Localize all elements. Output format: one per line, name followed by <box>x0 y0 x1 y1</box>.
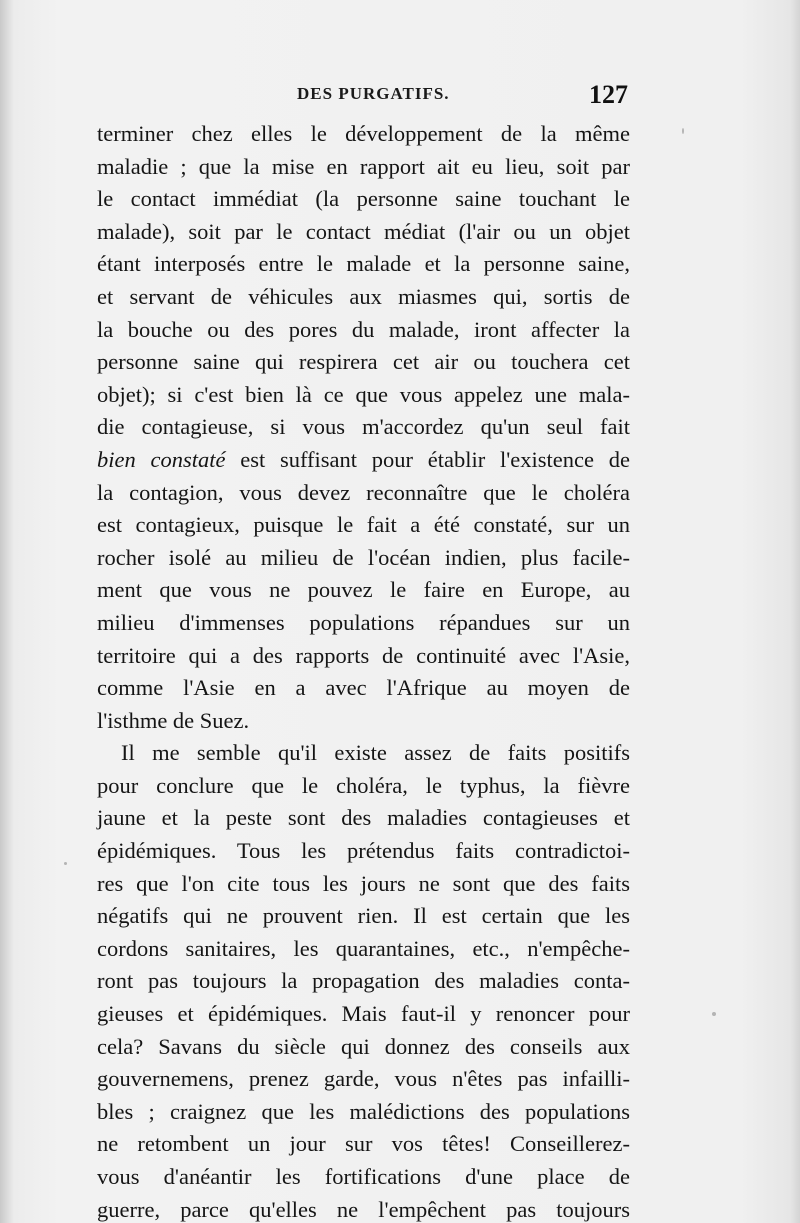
text-line: pour conclure que le choléra, le typhus, la fièvre <box>97 772 630 798</box>
text-line: die contagieuse, si vous m'accordez qu'un seul fait <box>97 414 630 440</box>
text-line: gieuses et épidémiques. Mais faut-il y renoncer pour <box>97 1001 630 1027</box>
text-line: jaune et la peste sont des maladies contagieuses et <box>97 805 630 831</box>
text-line: rocher isolé au milieu de l'océan indien, plus facile- <box>97 544 630 570</box>
text-line: est contagieux, puisque le fait a été constaté, sur un <box>97 512 630 538</box>
text-line: épidémiques. Tous les prétendus faits contradictoi- <box>97 838 630 864</box>
text-line: et servant de véhicules aux miasmes qui, sortis de <box>97 283 630 309</box>
text-line: territoire qui a des rapports de continuité avec l'Asie, <box>97 642 630 668</box>
text-line: ront pas toujours la propagation des maladies conta- <box>97 968 630 994</box>
text-line: la contagion, vous devez reconnaître que le choléra <box>97 479 630 505</box>
text-line-with-italic <box>97 444 630 477</box>
text-line: négatifs qui ne prouvent rien. Il est certain que les <box>97 903 630 929</box>
paragraph-1 <box>97 118 630 737</box>
text-line: cordons sanitaires, les quarantaines, etc., n'empêche- <box>97 935 630 961</box>
text-line: milieu d'immenses populations répandues sur un <box>97 609 630 635</box>
paragraph-2 <box>97 737 630 1223</box>
text-line-rest: est suffisant pour établir l'existence de <box>240 446 630 472</box>
running-head: DES PURGATIFS. <box>297 84 450 103</box>
paper-speck <box>682 128 684 134</box>
text-line: maladie ; que la mise en rapport ait eu lieu, soit par <box>97 153 630 179</box>
paper-speck <box>64 862 67 865</box>
paper-speck <box>712 1012 716 1016</box>
text-line: personne saine qui respirera cet air ou touchera cet <box>97 349 630 375</box>
text-line: ne retombent un jour sur vos têtes! Conseillerez- <box>97 1131 630 1157</box>
page-number: 127 <box>589 80 628 109</box>
text-line: étant interposés entre le malade et la personne saine, <box>97 251 630 277</box>
text-line: comme l'Asie en a avec l'Afrique au moyen de <box>97 675 630 701</box>
text-line: objet); si c'est bien là ce que vous appelez une mala- <box>97 381 630 407</box>
text-line: malade), soit par le contact médiat (l'air ou un objet <box>97 218 630 244</box>
text-line: l'isthme de Suez. <box>97 707 250 733</box>
italic-phrase: bien constaté <box>97 446 226 472</box>
text-line: gouvernemens, prenez garde, vous n'êtes pas infailli- <box>97 1066 630 1092</box>
text-line: guerre, parce qu'elles ne l'empêchent pas toujours <box>97 1196 630 1222</box>
text-line: vous d'anéantir les fortifications d'une place de <box>97 1164 630 1189</box>
text-line: res que l'on cite tous les jours ne sont que des faits <box>97 870 630 896</box>
text-line: Il me semble qu'il existe assez de faits positifs <box>121 740 630 766</box>
text-line: ment que vous ne pouvez le faire en Europe, au <box>97 577 630 603</box>
body-text <box>97 118 630 1223</box>
text-line: terminer chez elles le développement de la même <box>97 121 630 146</box>
text-line: bles ; craignez que les malédictions des populations <box>97 1098 630 1124</box>
text-line: le contact immédiat (la personne saine touchant le <box>97 186 630 212</box>
text-line: la bouche ou des pores du malade, iront affecter la <box>97 316 630 342</box>
text-line: cela? Savans du siècle qui donnez des conseils aux <box>97 1033 630 1059</box>
page-header <box>97 80 630 114</box>
